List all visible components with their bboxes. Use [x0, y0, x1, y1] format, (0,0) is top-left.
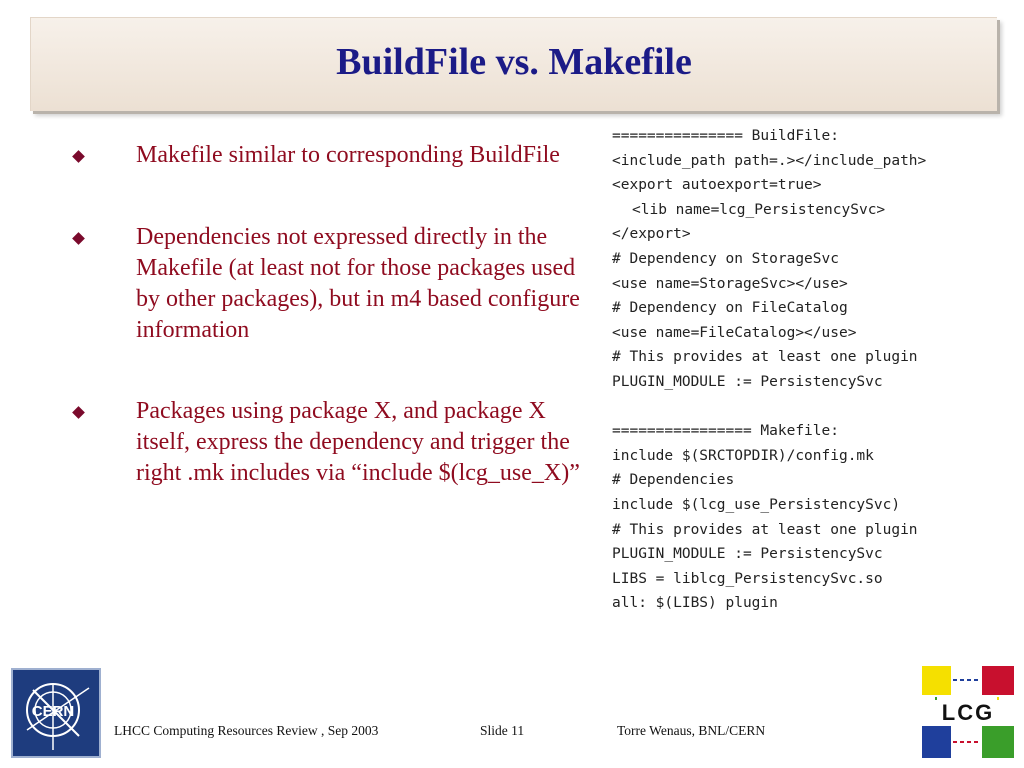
diamond-bullet-icon: [72, 150, 85, 163]
footer-author: Torre Wenaus, BNL/CERN: [617, 723, 766, 738]
bullet-item: [70, 396, 600, 489]
code-line: <lib name=lcg_PersistencySvc>: [632, 201, 886, 218]
code-line: LIBS = liblcg_PersistencySvc.so: [612, 570, 883, 587]
code-line: =============== BuildFile:: [612, 128, 839, 144]
slide-title: BuildFile vs. Makefile: [336, 41, 692, 83]
code-line: # Dependencies: [612, 472, 735, 489]
code-line: all: $(LIBS) plugin: [612, 595, 778, 612]
bullet-text: Packages using package X, and package X itself, express the dependency and trigger the right .mk includes via “include $(lcg_use_X)”: [136, 398, 580, 486]
code-line: <export autoexport=true>: [612, 177, 822, 194]
diamond-bullet-icon: [72, 232, 85, 245]
code-line: PLUGIN_MODULE := PersistencySvc: [612, 373, 883, 390]
code-block: [612, 124, 1012, 616]
bullet-item: [70, 222, 600, 346]
code-spacer: [612, 395, 1012, 420]
bullet-text: Makefile similar to corresponding BuildFile: [136, 142, 560, 168]
code-line: ================ Makefile:: [612, 423, 839, 440]
code-line: PLUGIN_MODULE := PersistencySvc: [612, 546, 883, 563]
footer-slide-number: Slide 11: [480, 723, 525, 738]
cern-logo: [11, 668, 101, 758]
lcg-logo-icon: [920, 664, 1016, 760]
title-bar: [30, 17, 997, 111]
code-line: <use name=StorageSvc></use>: [612, 275, 848, 292]
footer-event: LHCC Computing Resources Review , Sep 2003: [114, 723, 379, 738]
diamond-bullet-icon: [72, 406, 85, 419]
bullet-text: Dependencies not expressed directly in the Makefile (at least not for those packages used by other packages), but in m4 based configure information: [136, 224, 580, 343]
code-line: # This provides at least one plugin: [612, 349, 918, 366]
bullet-list: [70, 140, 600, 489]
code-line: # Dependency on StorageSvc: [612, 250, 839, 267]
code-line: include $(SRCTOPDIR)/config.mk: [612, 447, 874, 464]
lcg-logo-text: LCG: [941, 700, 995, 725]
code-line: </export>: [612, 226, 691, 243]
code-line: # Dependency on FileCatalog: [612, 300, 848, 317]
bullet-item: [70, 140, 600, 171]
cern-logo-icon: [13, 670, 99, 756]
cern-logo-text: CERN: [31, 703, 75, 720]
code-line: # This provides at least one plugin: [612, 521, 918, 538]
code-line: include $(lcg_use_PersistencySvc): [612, 496, 901, 513]
code-line: <use name=FileCatalog></use>: [612, 324, 857, 341]
lcg-logo: [920, 664, 1016, 760]
code-line: <include_path path=.></include_path>: [612, 152, 927, 169]
